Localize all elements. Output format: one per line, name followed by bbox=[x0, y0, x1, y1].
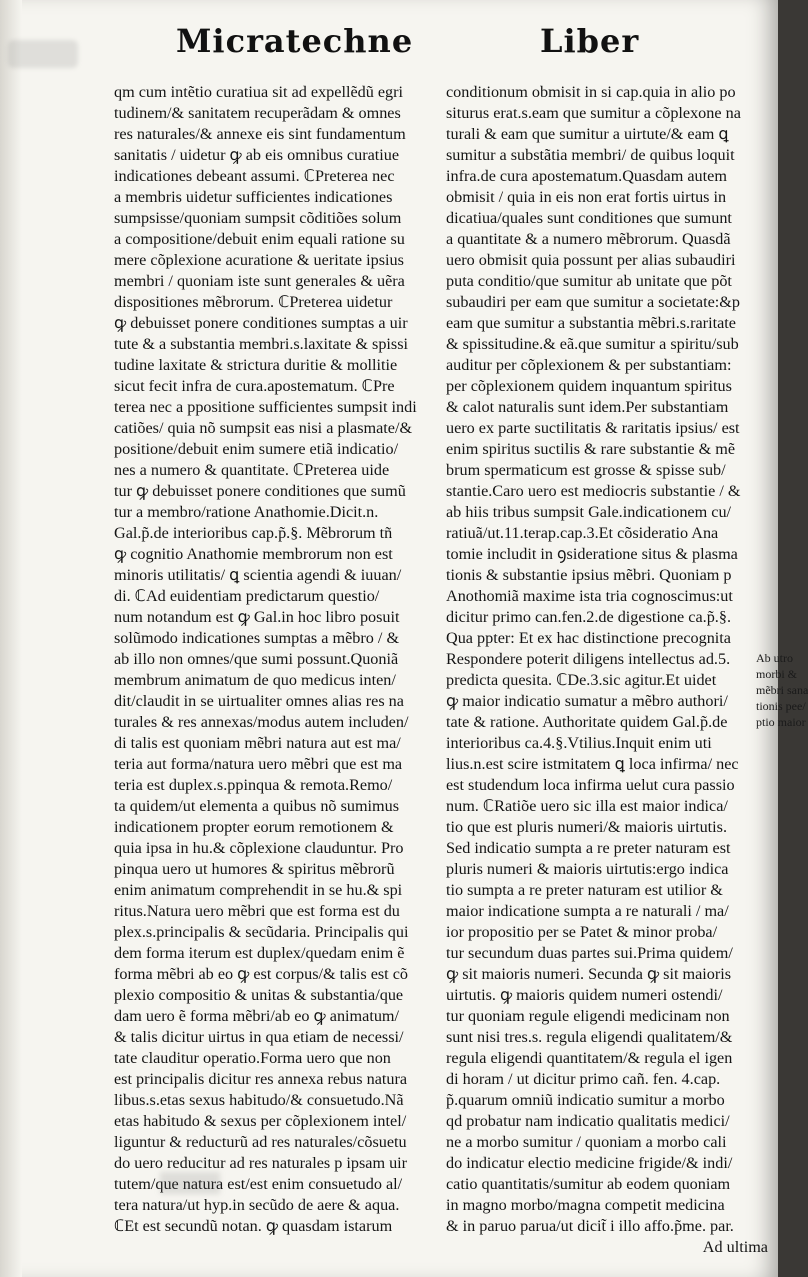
text-line: stantie.Caro uero est mediocris substantie / & bbox=[446, 482, 741, 500]
text-line: eam que sumitur a substantia mẽbri.s.raritate bbox=[446, 314, 736, 332]
text-line: tute & a substantia membri.s.laxitate & spissi bbox=[114, 335, 409, 353]
text-line: pluris numeri & maioris uirtutis:ergo indica bbox=[446, 860, 729, 878]
text-line: predicta quesita. ℂDe.3.sic agitur.Et uidet bbox=[446, 671, 717, 689]
text-line: etas habitudo & sexus per cõplexionem intel/ bbox=[114, 1112, 407, 1130]
text-line: tur secundum duas partes sui.Prima quidem/ bbox=[446, 944, 733, 962]
text-line: ꝙ sit maioris numeri. Secunda ꝙ sit maioris bbox=[446, 965, 732, 983]
text-line: ior propositio per se Patet & minor proba/ bbox=[446, 923, 718, 941]
text-line: qm cum intẽtio curatiua sit ad expellẽdũ egri bbox=[114, 83, 404, 101]
text-line: dicitur primo can.fen.2.de digestione ca.p̃.§. bbox=[446, 608, 731, 626]
text-line: siturus erat.s.eam que sumitur a cõplexone na bbox=[446, 104, 741, 122]
text-line: ritus.Natura uero mẽbri que est forma est du bbox=[114, 902, 400, 920]
text-line: teria est duplex.s.ppinqua & remota.Remo/ bbox=[114, 776, 393, 794]
text-line: liguntur & reducturũ ad res naturales/cõsuetu bbox=[114, 1133, 407, 1151]
text-line: uero obmisit quia possunt per alias subaudiri bbox=[446, 251, 736, 269]
book-label: Liber bbox=[540, 22, 640, 60]
text-line: interioribus ca.4.§.Vtilius.Inquit enim uti bbox=[446, 734, 712, 752]
text-line: p̃.quarum omniũ indicatio sumitur a morbo bbox=[446, 1091, 725, 1109]
text-line: Anothomiã maxime ista tria cognoscimus:ut bbox=[446, 587, 733, 605]
text-line: per cõplexionem quidem inquantum spiritus bbox=[446, 377, 732, 395]
text-line: ab hiis tribus sumpsit Gale.indicationem cu/ bbox=[446, 503, 732, 521]
marginal-note-line: mẽbri sana bbox=[756, 683, 808, 697]
text-line: est studendum loca infirma uelut cura passio bbox=[446, 776, 735, 794]
text-line: sumpsisse/quoniam sumpsit cõditiões solum bbox=[114, 209, 402, 227]
text-line: a quantitate & a numero mẽbrorum. Quasdã bbox=[446, 230, 731, 248]
text-line: teria aut forma/natura uero mẽbri que est ma bbox=[114, 755, 403, 773]
marginal-note bbox=[756, 650, 808, 730]
running-title: Micratechne bbox=[176, 22, 414, 60]
catchword: Ad ultima bbox=[702, 1238, 768, 1256]
text-line: tera natura/ut hyp.in secũdo de aere & aqua. bbox=[114, 1196, 400, 1214]
text-line: indicationem propter eorum remotionem & bbox=[114, 818, 394, 836]
text-line: a compositione/debuit enim equali ratione su bbox=[114, 230, 405, 248]
text-line: & calot naturalis sunt idem.Per substantiam bbox=[446, 398, 729, 416]
marginal-note-line: Ab utro bbox=[756, 651, 793, 665]
text-line: mere cõplexione acuratione & ueritate ipsius bbox=[114, 251, 404, 269]
text-line: in magno morbo/magna competit medicina bbox=[446, 1196, 725, 1214]
text-line: ꝙ cognitio Anathomie membrorum non est bbox=[114, 545, 393, 563]
ink-offset-mark bbox=[8, 40, 78, 68]
text-line: turales & res annexas/modus autem includen/ bbox=[114, 713, 409, 731]
text-line: ne a morbo sumitur / quoniam a morbo cali bbox=[446, 1133, 727, 1151]
text-line: di talis est quoniam mẽbri natura aut est ma/ bbox=[114, 734, 401, 752]
text-line: Qua ppter: Et ex hac distinctione precognita bbox=[446, 629, 731, 647]
text-line: plexio compositio & unitas & substantia/que bbox=[114, 986, 404, 1004]
text-line: plex.s.principalis & secũdaria. Principalis qui bbox=[114, 923, 409, 941]
text-line: solũmodo indicationes sumptas a mẽbro / & bbox=[114, 629, 400, 647]
text-line: tio sumpta a re preter naturam est utilior & bbox=[446, 881, 723, 899]
text-line: subaudiri per eam que sumitur a societate:&p bbox=[446, 293, 740, 311]
text-line: maior indicatione sumpta a re naturali / ma/ bbox=[446, 902, 729, 920]
page-gutter bbox=[0, 0, 22, 1277]
text-line: ta quidem/ut elementa a quibus nõ sumimus bbox=[114, 797, 400, 815]
text-line: nes a numero & quantitate. ℂPreterea uide bbox=[114, 461, 390, 479]
text-line: uero ex parte suctilitatis & raritatis ipsius/ est bbox=[446, 419, 740, 437]
text-line: dem forma iterum est duplex/quedam enim ẽ bbox=[114, 944, 405, 962]
marginal-note-line: tionis pee/ bbox=[756, 699, 806, 713]
text-line: tutem/que natura est/est enim consuetudo al/ bbox=[114, 1175, 403, 1193]
text-line: ꝙ maior indicatio sumatur a mẽbro authori/ bbox=[446, 692, 728, 710]
text-line: tate clauditur operatio.Forma uero que non bbox=[114, 1049, 391, 1067]
text-line: ab illo non omnes/que sumi possunt.Quoniã bbox=[114, 650, 399, 668]
text-line: Respondere poterit diligens intellectus ad.5. bbox=[446, 650, 731, 668]
text-line: ꝙ debuisset ponere conditiones sumptas a uir bbox=[114, 314, 408, 332]
text-line: tionis & substantie ipsius mẽbri. Quoniam p bbox=[446, 566, 732, 584]
text-line: regula eligendi quantitatem/& regula el igen bbox=[446, 1049, 733, 1067]
text-line: & in paruo parua/ut dicit̃ i illo affo.p̃me. par. bbox=[446, 1217, 734, 1235]
text-line: est principalis dicitur res annexa rebus natura bbox=[114, 1070, 408, 1088]
text-line: turali & eam que sumitur a uirtute/& eam ꝗ bbox=[446, 125, 729, 143]
text-line: res naturales/& annexe eis sint fundamentum bbox=[114, 125, 406, 143]
text-line: sicut fecit infra de cura.apostematum. ℂPre bbox=[114, 377, 395, 395]
text-line: membri / quoniam iste sunt generales & uẽra bbox=[114, 272, 405, 290]
text-line: conditionum obmisit in si cap.quia in alio po bbox=[446, 83, 736, 101]
text-line: dispositiones mẽbrorum. ℂPreterea uidetur bbox=[114, 293, 393, 311]
text-line: terea nec a ppositione sufficientes sumpsit indi bbox=[114, 398, 417, 416]
text-column-left bbox=[114, 82, 434, 1237]
text-line: tomie includit in ꝯsideratione situs & plasma bbox=[446, 545, 738, 563]
text-line: brum spermaticum est grosse & spisse sub/ bbox=[446, 461, 726, 479]
text-line: Sed indicatio sumpta a re preter naturam est bbox=[446, 839, 731, 857]
text-line: obmisit / quia in eis non erat fortis uirtus in bbox=[446, 188, 727, 206]
text-line: tate & ratione. Authoritate quidem Gal.p̃.de bbox=[446, 713, 728, 731]
text-line: catiões/ quia nõ sumpsit eas nisi a plasmate/& bbox=[114, 419, 413, 437]
text-line: catio quantitatis/sumitur ab eodem quoniam bbox=[446, 1175, 731, 1193]
text-line: enim spiritus suctilis & rare substantie & mẽ bbox=[446, 440, 736, 458]
text-line: tur quoniam regule eligendi medicinam non bbox=[446, 1007, 730, 1025]
text-line: tur ꝙ debuisset ponere conditiones que sumũ bbox=[114, 482, 406, 500]
text-line: minoris utilitatis/ ꝗ scientia agendi & iuuan/ bbox=[114, 566, 402, 584]
text-line: num. ℂRatiõe uero sic illa est maior indica/ bbox=[446, 797, 728, 815]
text-line: lius.n.est scire istmitatem ꝗ loca infirma/ nec bbox=[446, 755, 739, 773]
text-column-right bbox=[446, 82, 768, 1258]
text-line: & talis dicitur uirtus in qua etiam de necessi/ bbox=[114, 1028, 404, 1046]
text-line: puta conditio/que sumitur ab unitate que põt bbox=[446, 272, 732, 290]
text-line: di horam / ut dicitur primo cañ. fen. 4.cap. bbox=[446, 1070, 721, 1088]
text-line: sunt nisi tres.s. regula eligendi qualitatem/& bbox=[446, 1028, 733, 1046]
text-line: indicationes debeant assumi. ℂPreterea nec bbox=[114, 167, 395, 185]
text-line: do uero reducitur ad res naturales p ipsam uir bbox=[114, 1154, 408, 1172]
text-line: auditur per cõplexionem & per substantiam: bbox=[446, 356, 732, 374]
text-line: dit/claudit in se uirtualiter omnes alias res na bbox=[114, 692, 404, 710]
text-line: dam uero ẽ forma mẽbri/ab eo ꝙ animatum/ bbox=[114, 1007, 399, 1025]
text-line: ratiuã/ut.11.terap.cap.3.Et cõsideratio Ana bbox=[446, 524, 719, 542]
text-line: membrum animatum de quo medicus inten/ bbox=[114, 671, 396, 689]
text-line: tur a membro/ratione Anathomie.Dicit.n. bbox=[114, 503, 379, 521]
marginal-note-line: ptio maior bbox=[756, 715, 806, 729]
text-line: quia ipsa in hu.& cõplexione clauduntur. Pro bbox=[114, 839, 404, 857]
text-line: infra.de cura apostematum.Quasdam autem bbox=[446, 167, 727, 185]
marginal-note-line: morbi & bbox=[756, 667, 797, 681]
text-line: sanitatis / uidetur ꝙ ab eis omnibus curatiue bbox=[114, 146, 400, 164]
text-line: uirtutis. ꝙ maioris quidem numeri ostendi/ bbox=[446, 986, 723, 1004]
text-line: & spissitudine.& eã.que sumitur a spiritu/sub bbox=[446, 335, 739, 353]
text-line: libus.s.etas sexus habitudo/& consuetudo.Nã bbox=[114, 1091, 404, 1109]
text-line: ℂEt est secundũ notan. ꝙ quasdam istarum bbox=[114, 1217, 393, 1235]
text-line: a membris uidetur sufficientes indicationes bbox=[114, 188, 393, 206]
text-line: do indicatur electio medicine frigide/& indi/ bbox=[446, 1154, 733, 1172]
text-line: di. ℂAd euidentiam predictarum questio/ bbox=[114, 587, 380, 605]
text-line: dicatiua/quales sunt conditiones que sumunt bbox=[446, 209, 732, 227]
text-line: enim animatum comprehendit in se hu.& spi bbox=[114, 881, 403, 899]
text-line: Gal.p̃.de interioribus cap.p̃.§. Mẽbrorum tñ bbox=[114, 524, 393, 542]
text-line: num notandum est ꝙ Gal.in hoc libro posuit bbox=[114, 608, 400, 626]
text-line: pinqua uero ut humores & spiritus mẽbrorũ bbox=[114, 860, 395, 878]
text-line: qd probatur nam indicatio qualitatis medici/ bbox=[446, 1112, 730, 1130]
bottom-ink-shadow bbox=[160, 1172, 220, 1194]
text-line: positione/debuit enim sumere etiã indicatio/ bbox=[114, 440, 399, 458]
text-line: forma mẽbri ab eo ꝙ est corpus/& talis est cõ bbox=[114, 965, 409, 983]
text-line: tio que est pluris numeri/& maioris uirtutis. bbox=[446, 818, 728, 836]
text-line: tudine laxitate & strictura duritie & mollitie bbox=[114, 356, 398, 374]
text-line: tudinem/& sanitatem recuperãdam & omnes bbox=[114, 104, 401, 122]
text-line: sumitur a substãtia membri/ de quibus loquit bbox=[446, 146, 735, 164]
